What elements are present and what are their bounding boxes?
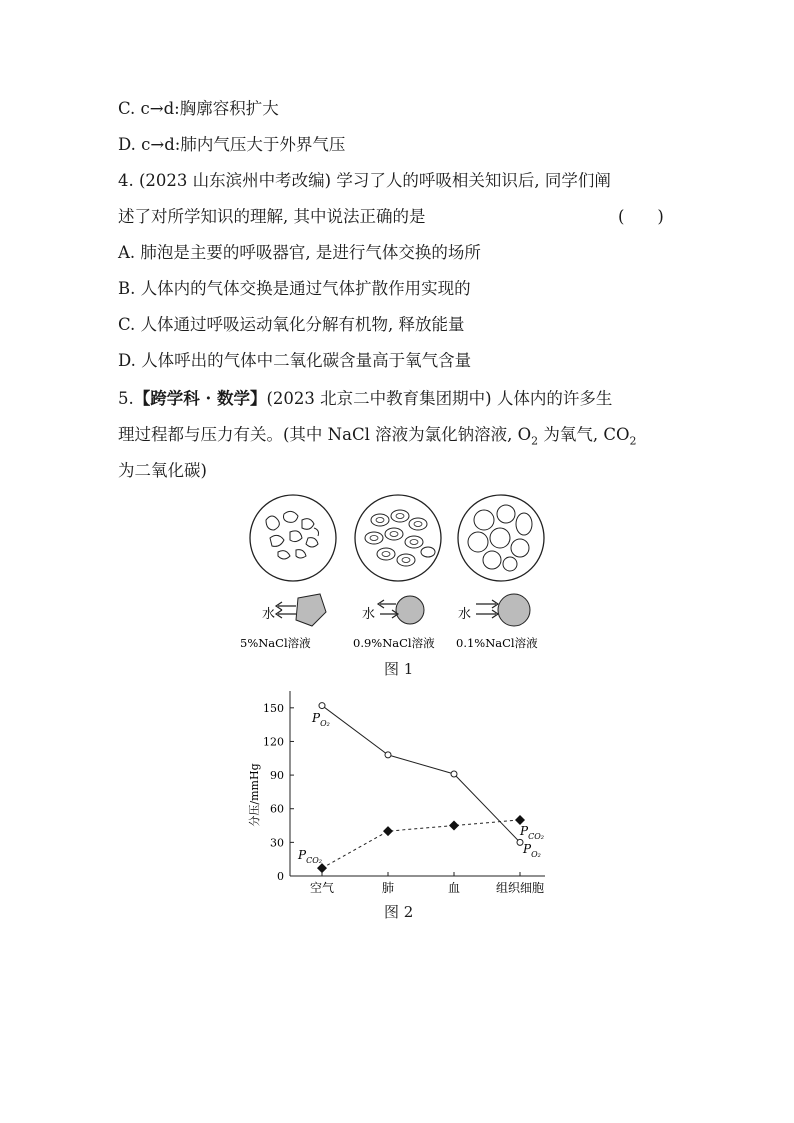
osmosis-hypotonic: [458, 594, 530, 626]
x-tick-label: 血: [447, 881, 461, 895]
cells-hypotonic: [458, 495, 544, 581]
y-axis-label: 分压/mmHg: [248, 763, 261, 827]
question-5-stem: [118, 388, 612, 410]
po2-point: [385, 752, 391, 758]
question-5-stem-cont: 理过程都与压力有关。(其中 NaCl 溶液为氯化钠溶液, $O_2$ 为氧气, $CO_2$: [118, 425, 637, 448]
y-tick-label: 150: [263, 701, 284, 715]
po2-label-top: $P_{O_2}$: [312, 711, 330, 728]
answer-bracket: ( ): [618, 207, 664, 226]
osmosis-isotonic: [362, 596, 424, 624]
po2-point: [319, 703, 325, 709]
y-tick-label: 90: [270, 769, 284, 783]
pco2-point: [383, 826, 393, 836]
option-b: B. 人体内的气体交换是通过气体扩散作用实现的: [118, 279, 471, 298]
x-tick-label: 组织细胞: [495, 881, 545, 895]
solution-label-5: 5%NaCl溶液: [240, 636, 311, 650]
x-tick-label: 空气: [309, 881, 335, 895]
question-5-text: (2023 北京二中教育集团期中) 人体内的许多生: [266, 389, 613, 408]
question-5-stem-end: 为二氧化碳): [118, 461, 207, 480]
figure-2-chart: [240, 685, 560, 900]
water-label-3: 水: [458, 607, 472, 622]
option-d-prev: D. c→d:肺内气压大于外界气压: [118, 135, 346, 154]
question-4-stem: 4. (2023 山东滨州中考改编) 学习了人的呼吸相关知识后, 同学们阐: [118, 171, 611, 190]
solution-label-01: 0.1%NaCl溶液: [456, 636, 538, 650]
cells-isotonic: [355, 495, 441, 581]
figure-1-caption: 图 1: [384, 660, 414, 678]
option-c: C. 人体通过呼吸运动氧化分解有机物, 释放能量: [118, 315, 465, 334]
figure-2-caption: 图 2: [384, 903, 414, 921]
y-tick-label: 120: [263, 735, 284, 749]
option-c-prev: C. c→d:胸廓容积扩大: [118, 99, 279, 118]
pco2-label-left: $P_{CO_2}$: [298, 848, 322, 865]
cells-hypertonic: [250, 495, 336, 581]
question-number: 5.: [118, 389, 134, 408]
solution-label-09: 0.9%NaCl溶液: [353, 636, 435, 650]
pco2-line: [322, 820, 520, 868]
figure-1-cells: [240, 490, 560, 660]
option-d: D. 人体呼出的气体中二氧化碳含量高于氧气含量: [118, 351, 472, 370]
cross-subject-tag: 【跨学科 · 数学】: [133, 389, 267, 408]
y-tick-label: 30: [270, 836, 284, 850]
water-label-1: 水: [262, 607, 276, 622]
option-a: A. 肺泡是主要的呼吸器官, 是进行气体交换的场所: [118, 243, 481, 262]
y-tick-label: 0: [277, 870, 284, 883]
pco2-point: [449, 821, 459, 831]
po2-label-right: $P_{O_2}$: [523, 842, 541, 859]
water-label-2: 水: [362, 607, 376, 622]
x-tick-label: 肺: [381, 881, 395, 895]
po2-line: [322, 706, 520, 843]
question-4-stem-cont: 述了对所学知识的理解, 其中说法正确的是: [118, 207, 426, 226]
pco2-label-right: $P_{CO_2}$: [520, 824, 544, 841]
osmosis-hypertonic: [262, 594, 326, 626]
y-tick-label: 60: [270, 802, 284, 816]
po2-point: [451, 771, 457, 777]
